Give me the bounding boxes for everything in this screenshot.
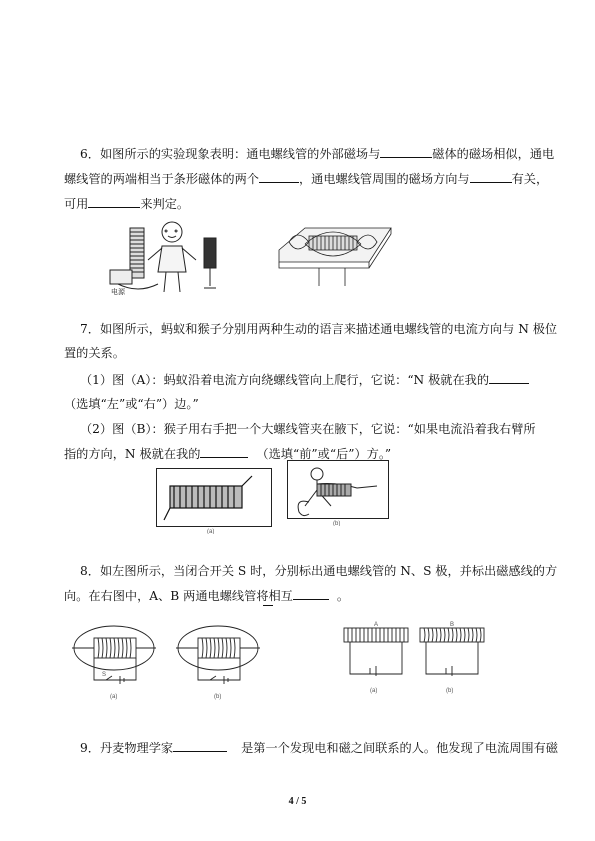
- q6-text: 6．如图所示的实验现象表明：通电螺线管的外部磁场与: [80, 147, 381, 161]
- page-number: 4 / 5: [288, 796, 307, 807]
- q6-power-label: 电源: [111, 288, 125, 296]
- q8-text: 向。在右图中，A、B 两通电螺线管将相互: [64, 589, 293, 603]
- q8-stray-mark: [263, 605, 273, 606]
- q6-text: 螺线管的两端相当于条形磁体的两个: [64, 172, 259, 186]
- q6-blank-3[interactable]: [470, 171, 512, 183]
- q8-blank-1[interactable]: [293, 588, 329, 600]
- q7-text: （选填“左”或“右”）边。”: [64, 397, 199, 411]
- q8-label-B: B: [450, 622, 455, 628]
- q9-text: 是第一个发现电和磁之间联系的人。他发现了电流周围有磁: [241, 741, 558, 755]
- q8-text: 。: [336, 589, 350, 603]
- q9-line1: [80, 740, 558, 755]
- q7-blank-2[interactable]: [200, 446, 248, 458]
- q8-line1: [80, 564, 557, 578]
- q7-text: （1）图（A）：蚂蚁沿着电流方向绕螺线管向上爬行，它说：“N 极就在我的: [80, 373, 490, 387]
- q9-text: 9．丹麦物理学家: [80, 741, 174, 755]
- q7-text: 7．如图所示，蚂蚁和猴子分别用两种生动的语言来描述通电螺线管的电流方向与 N 极位: [80, 322, 558, 336]
- q7-b-line2: [64, 446, 391, 461]
- q7-blank-1[interactable]: [489, 372, 529, 384]
- q6-blank-1[interactable]: [380, 146, 432, 158]
- q6-blank-2[interactable]: [259, 171, 299, 183]
- q8-switch-label: S: [102, 672, 107, 678]
- q6-line2: [64, 171, 548, 186]
- q7-fig-a-caption: (a): [207, 529, 215, 534]
- q6-line1: [80, 146, 554, 161]
- q7-text: （选填“前”或“后”）方。”: [256, 447, 392, 461]
- q8-right-figure-b: [416, 618, 488, 698]
- q7-text: （2）图（B）：猴子用右手把一个大螺线管夹在腋下，它说：“如果电流沿着我右臂所: [80, 422, 536, 436]
- q6-text: 来判定。: [140, 197, 190, 211]
- q6-blank-4[interactable]: [88, 196, 140, 208]
- q6-figure-filings: [275, 222, 395, 294]
- q6-text: 可用: [64, 197, 89, 211]
- q6-line3: [64, 196, 189, 211]
- q8-label-A: A: [374, 622, 379, 628]
- q7-text: 指的方向，N 极就在我的: [64, 447, 201, 461]
- q6-text: 有关，: [511, 172, 549, 186]
- q7-line2: [64, 346, 125, 360]
- q9-blank-1[interactable]: [173, 740, 227, 752]
- q7-fig-b-caption: (b): [333, 521, 341, 526]
- q8-line2: [64, 588, 349, 603]
- q8-left-figure-b: [176, 618, 260, 702]
- q6-text: 磁体的磁场相似，通电: [432, 147, 555, 161]
- q7-b-line1: [80, 422, 536, 436]
- q8-left-caption-a: (a): [110, 694, 118, 700]
- q7-a-line2: [64, 397, 199, 411]
- q7-line1: [80, 322, 557, 336]
- q8-text: 8．如左图所示，当闭合开关 S 时，分别标出通电螺线管的 N、S 极，并标出磁感线的方: [80, 564, 558, 578]
- q7-figure-a: [156, 468, 272, 534]
- q7-figure-b: [287, 460, 389, 526]
- q8-right-caption-a: (a): [370, 688, 378, 694]
- q6-text: ，通电螺线管周围的磁场方向与: [299, 172, 470, 186]
- q7-a-line1: [80, 372, 529, 387]
- q8-right-figure-a: [340, 618, 412, 698]
- q6-figure-boy: [108, 218, 228, 298]
- q8-right-caption-b: (b): [446, 688, 454, 694]
- q8-left-figure-a: [72, 618, 156, 702]
- q7-text: 置的关系。: [64, 346, 125, 360]
- q8-left-caption-b: (b): [214, 694, 222, 700]
